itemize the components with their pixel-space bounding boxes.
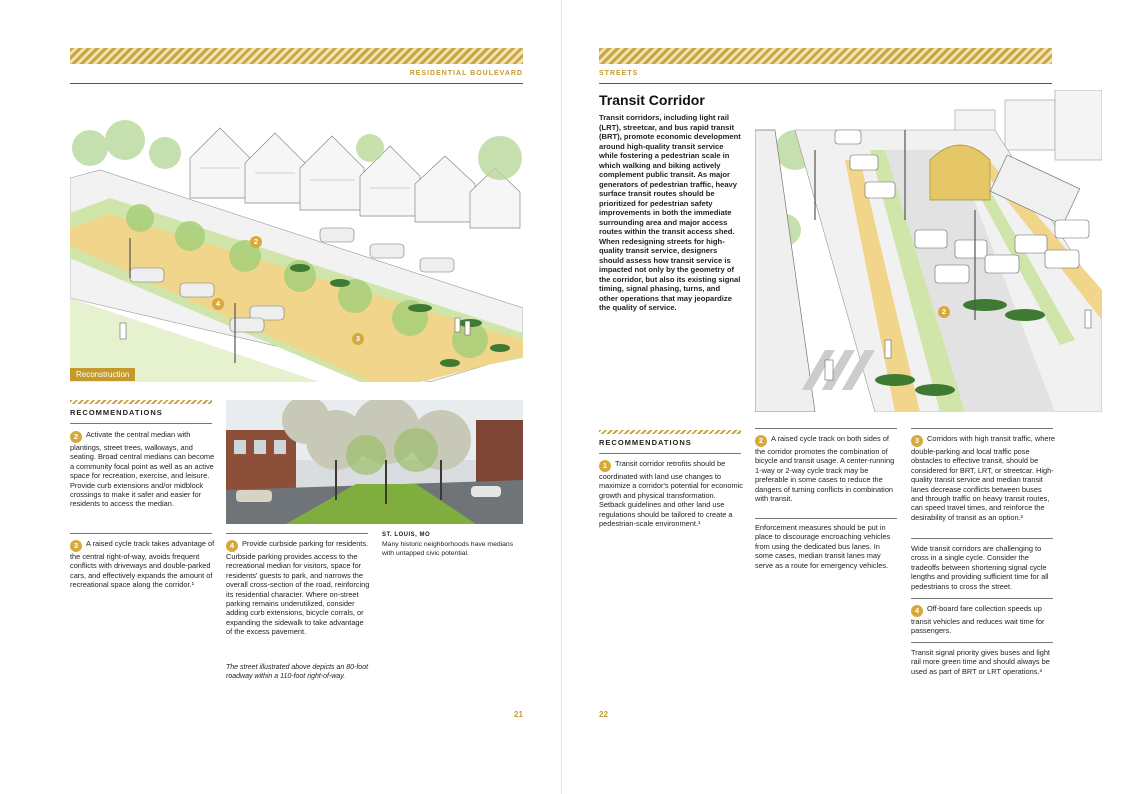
header-hatch-bar	[70, 48, 523, 64]
roadway-note: The street illustrated above depicts an 80-foot roadway within a 110-foot right-of-way.	[226, 664, 369, 680]
recs-rule	[70, 423, 212, 424]
rec-divider-col2b	[755, 518, 897, 519]
rec-number-2: 2	[70, 431, 82, 443]
rec-divider-col3	[911, 428, 1053, 429]
illustration-marker-2-right: 2	[938, 306, 950, 318]
section-label: RESIDENTIAL BOULEVARD	[409, 70, 523, 77]
photo-caption-title: ST. LOUIS, MO	[382, 532, 431, 538]
illustration-marker-3: 3	[352, 333, 364, 345]
rec-item-4b: Transit signal priority gives buses and light rail more green time and should always be used as part of BRT or LRT operations.³	[911, 648, 1050, 676]
rec-text-2: Activate the central median with plantings, street trees, walkways, and seating. Broad central medians can become a community focal point as well as an active space for recreation, exercise, and leisure. Provide curb extensions and/or midblock crossings to make it safer and easier for residents to access the median.	[70, 430, 215, 509]
rec-number-3: 3	[70, 540, 82, 552]
intro-paragraph: Transit corridors, including light rail (LRT), streetcar, and bus rapid transit (BRT), promote economic development around high-quality transit service while fostering a pedestrian scale in which walking and biking actively complement public transit. As major generators of pedestrian traffic, heavy surface transit routes should be prioritized for pedestrian safety improvements in both the immediate surrounding area and major access routes within the transit access shed. When redesigning streets for high-quality transit service, designers should assess how transit service is impacted not only by the geometry of the corridor, but also its existing signal timing, signal phasing, turns, and other operations that may jeopardize the quality of service.	[599, 113, 741, 312]
rec-text-2-right: A raised cycle track on both sides of the corridor promotes the combination of bicycle and transit usage. A center-running 1-way or 2-way cycle track may be preferable in some cases to reduce the dangers of turning conflicts in combination with transit.	[755, 434, 895, 504]
recommendations-heading-right: RECOMMENDATIONS	[599, 438, 692, 447]
photo-caption-text: Many historic neighborhoods have medians with untapped civic potential.	[382, 541, 514, 557]
rec-item-1	[599, 459, 744, 528]
rec-item-2-right	[755, 434, 900, 503]
header-rule	[70, 83, 523, 84]
illustration-marker-2: 2	[250, 236, 262, 248]
section-label-right: STREETS	[599, 70, 639, 77]
recs-dots	[70, 400, 212, 404]
rec-item-4-right	[911, 604, 1056, 636]
rec-text-1: Transit corridor retrofits should be coordinated with land use changes to maximize a corridor's potential for economic growth and physical transformation. Setback guidelines and other land use regulations should be tailored to create a pedestrian-scale environment.¹	[599, 459, 743, 529]
rec-number-3-right: 3	[911, 435, 923, 447]
rec-divider	[70, 533, 212, 534]
rec-number-2-right: 2	[755, 435, 767, 447]
rec-divider-col3c	[911, 598, 1053, 599]
boulevard-drawing	[70, 118, 523, 382]
rec-divider-2	[226, 533, 368, 534]
rec-divider-col2	[755, 428, 897, 429]
reconstruction-tag: Reconstruction	[70, 368, 135, 381]
left-page	[0, 0, 561, 794]
illustration-marker-4: 4	[212, 298, 224, 310]
right-page	[562, 0, 1123, 794]
rec-item-3-right	[911, 434, 1056, 522]
header-hatch-bar-right	[599, 48, 1052, 64]
recommendations-heading: RECOMMENDATIONS	[70, 408, 163, 417]
page-title: Transit Corridor	[599, 92, 705, 108]
rec-item-3	[70, 539, 215, 590]
rec-text-4-right: Off-board fare collection speeds up transit vehicles and reduces wait time for passengers.	[911, 604, 1045, 636]
page-number-right: 22	[599, 710, 608, 719]
rec-divider-col3b	[911, 538, 1053, 539]
rec-text-3-right: Corridors with high transit traffic, where double-parking and local traffic pose obstacles to effective transit, should be considered for BRT, LRT, or streetcar. High-quality transit service and median transit lanes decrease conflicts between buses and through traffic on heavy transit routes, can speed travel times, and reinforce the desirability of transit as an option.²	[911, 434, 1056, 522]
rec-number-4: 4	[226, 540, 238, 552]
rec-text-4: Provide curbside parking for residents. Curbside parking provides access to the recreational median for visitors, space for residents' guests to park, and narrows the overall cross-section of the road, reinforcing its residential character. Where on-street parking remains underutilized, consider adding curb extensions, bicycle corrals, or expanding the sidewalk to take advantage of the excess pavement.	[226, 539, 370, 637]
rec-divider-col3d	[911, 642, 1053, 643]
header-rule-right	[599, 83, 1052, 84]
st-louis-photo	[226, 400, 523, 524]
transit-drawing	[755, 90, 1102, 412]
recs-dots-right	[599, 430, 741, 434]
rec-number-4-right: 4	[911, 605, 923, 617]
page-number-left: 21	[514, 710, 523, 719]
transit-illustration	[755, 90, 1102, 412]
rec-number-1: 1	[599, 460, 611, 472]
rec-item-4	[226, 539, 371, 637]
rec-item-2b: Enforcement measures should be put in place to discourage encroaching vehicles from using the dedicated bus lanes. In some cases, median transit lanes may serve as a route for emergency vehicles.	[755, 523, 891, 570]
boulevard-illustration	[70, 118, 523, 382]
rec-text-3: A raised cycle track takes advantage of the central right-of-way, avoids frequent conflicts with driveways and double-parked cars, and effectively expands the amount of recreational space along the corridor.¹	[70, 539, 215, 590]
rec-item-3b: Wide transit corridors are challenging to cross in a single cycle. Consider the tradeoffs between shortening signal cycle lengths and providing sufficient time for all pedestrians to cross the street.	[911, 544, 1049, 591]
recs-rule-right	[599, 453, 741, 454]
rec-item-2	[70, 430, 215, 509]
st-louis-photo-image	[226, 400, 523, 524]
